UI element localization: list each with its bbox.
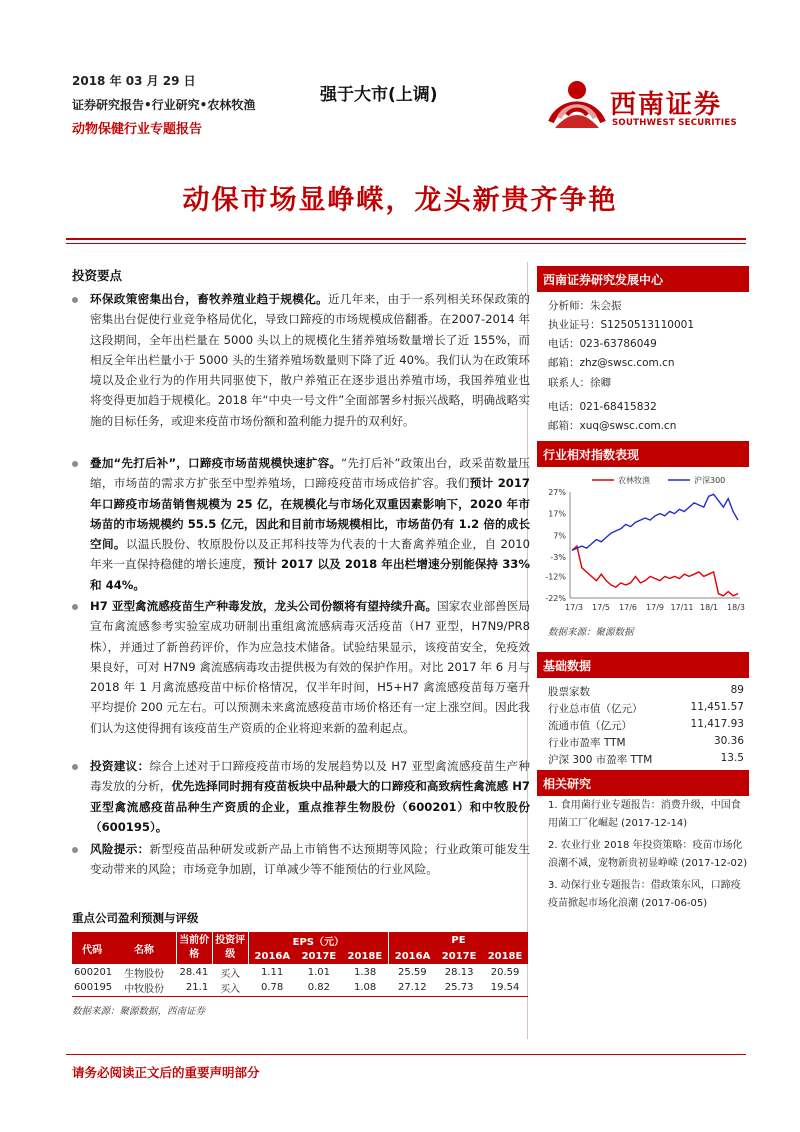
y-tick-label: 7% — [553, 531, 566, 541]
footer-divider — [66, 1054, 746, 1055]
forecast-table — [72, 932, 528, 997]
legend-label: 沪深300 — [694, 476, 726, 485]
cell-code: 600201 — [74, 966, 113, 978]
x-tick-label: 17/3 — [565, 603, 583, 612]
basic-data-row: 行业市盈率 TTM 30.36 — [548, 735, 744, 749]
report-category: 证券研究报告•行业研究•农林牧渔 — [72, 98, 256, 112]
disclaimer-notice[interactable]: 请务必阅读正文后的重要声明部分 — [72, 1065, 260, 1080]
report-type: 动物保健行业专题报告 — [72, 122, 203, 137]
basic-data-row: 沪深 300 市盈率 TTM 13.5 — [548, 752, 744, 766]
x-tick-label: 17/5 — [592, 603, 610, 612]
cell-value: 1.01 — [307, 966, 331, 978]
cell-value: 27.12 — [397, 982, 427, 994]
cell-value: 0.82 — [307, 982, 331, 994]
y-tick-label: -12% — [545, 572, 566, 582]
related-report-link[interactable]: 2. 农业行业 2018 年投资策略：疫苗市场化浪潮不减，宠物新贵初显峥嵘 (2017-12-02) — [548, 840, 748, 869]
analyst-license: 执业证号：S1250513110001 — [548, 319, 695, 331]
col-year: 2016A — [248, 948, 296, 964]
cell-value: 1.11 — [260, 966, 284, 978]
basic-data-row: 股票家数 89 — [548, 684, 744, 698]
contact-email[interactable]: 邮箱：xuq@swsc.com.cn — [548, 420, 677, 432]
industry-rating: 强于大市(上调) — [320, 85, 438, 105]
paragraph-risk: 风险提示：新型疫苗品种研发或新产品上市销售不达预期等风险；行业政策可能发生变动带来的风险；市场竞争加剧，订单减少等不能预估的行业风险。 — [90, 842, 530, 877]
cell-rating: 买入 — [220, 984, 241, 996]
col-pe: PE — [388, 932, 528, 948]
report-title: 动保市场显峥嵘，龙头新贵齐争艳 — [182, 185, 618, 216]
bullet-dot — [72, 764, 78, 770]
cell-value: 1.08 — [353, 982, 377, 994]
col-price: 当前价格 — [176, 932, 212, 964]
col-year: 2018E — [482, 948, 528, 964]
cell-value: 1.38 — [353, 966, 377, 978]
y-tick-label: 17% — [548, 509, 566, 519]
bullet-dot — [72, 297, 78, 303]
y-tick-label: -3% — [550, 552, 566, 562]
section-heading: 投资要点 — [72, 268, 123, 283]
cell-price: 28.41 — [179, 966, 209, 978]
table-title: 重点公司盈利预测与评级 — [72, 911, 199, 925]
report-date: 2018 年 03 月 29 日 — [72, 74, 196, 88]
analyst-email[interactable]: 邮箱：zhz@swsc.com.cn — [548, 357, 675, 369]
cell-value: 25.73 — [444, 982, 474, 994]
analyst-name: 分析师：朱会振 — [548, 300, 622, 312]
basic-data-row: 流通市值（亿元） 11,417.93 — [548, 718, 744, 732]
x-tick-label: 17/9 — [646, 603, 664, 612]
col-code: 代码 — [72, 932, 112, 964]
research-center-header: 西南证券研究发展中心 — [537, 266, 749, 292]
title-divider-thin — [66, 243, 746, 244]
col-eps: EPS（元） — [248, 932, 388, 948]
relative-index-chart — [532, 470, 748, 618]
x-tick-label: 17/6 — [619, 603, 637, 612]
bullet-dot — [72, 461, 78, 467]
table-row — [72, 980, 528, 996]
analyst-info — [548, 297, 748, 373]
chart-header: 行业相对指数表现 — [537, 441, 749, 467]
paragraph-fmd-market: 叠加“先打后补”，口蹄疫市场苗规模快速扩容。“先打后补”政策出台，政采苗数量压缩，市场苗的需求方扩张至中型养殖场，口蹄疫疫苗市场成倍扩容。我们预计 2017 年口蹄疫市场苗销售规模为 25 亿，在规模化与市场化双重因素影响下，2020 年市场苗的市场规模约 55.5 亿元，因此和目前市场规模相比，市场苗仍有 1.2 倍的成长空间。以温氏股份、牧原股份以及正邦科技等为代表的十大畜禽养殖企业，自 2010 年来一直保持稳健的增长速度，预计 2017 以及 2018 年出栏增速分别能保持 33%和 44%。 — [90, 456, 531, 592]
cell-value: 20.59 — [490, 966, 520, 978]
cell-price: 21.1 — [185, 982, 209, 994]
analyst-phone: 电话：023-63786049 — [548, 338, 657, 350]
related-research-header: 相关研究 — [537, 770, 749, 796]
related-report-link[interactable]: 1. 食用菌行业专题报告：消费升级，中国食用菌工厂化崛起 (2017-12-14) — [548, 800, 741, 829]
cell-name: 中牧股份 — [124, 984, 165, 996]
cell-value: 28.13 — [444, 966, 474, 978]
x-tick-label: 17/11 — [670, 603, 694, 612]
related-report-link[interactable]: 3. 动保行业专题报告：借政策东风，口蹄疫疫苗掀起市场化浪潮 (2017-06-05) — [548, 880, 741, 909]
series-line — [572, 546, 738, 596]
paragraph-policy: 环保政策密集出台，畜牧养殖业趋于规模化。近几年来，由于一系列相关环保政策的密集出台促使行业竞争格局优化，导致口蹄疫的市场规模成倍翻番。在2007-2014 年这段期间，全年出栏量在 5000 头以上的规模化生猪养殖场数量增长了近 155%，而相反全年出栏量小于 5000 头的生猪养殖场数量则下降了近 40%。我们认为在政策环境以及企业行为的作用共同驱使下，散户养殖正在逐步退出养殖市场，我国养殖业也将变得更加趋于规模化。2018 年“中央一号文件”全面部署乡村振兴战略，明确战略实施的目标任务，或迎来疫苗市场份额和盈利能力提升的双利好。 — [90, 292, 530, 428]
logo-english-name: SOUTHWEST SECURITIES — [612, 118, 737, 128]
contact-name: 联系人：徐卿 — [548, 377, 611, 389]
paragraph-h7-vaccine: H7 亚型禽流感疫苗生产种毒发放，龙头公司份额将有望持续升高。国家农业部兽医局宣布禽流感参考实验室成功研制出重组禽流感病毒灭活疫苗（H7 亚型，H7N9/PR8 株），并通过了新兽药评价，作为应急技术储备。试验结果显示，该疫苗安全，免疫效果良好，可对 H7N9 禽流感病毒攻击提供极为有效的保护作用。对比 2017 年 6 月与 2018 年 1 月禽流感疫苗中标价格情况，仅半年时间，H5+H7 禽流感疫苗每万毫升平均提价 200 元左右。可以预测未来禽流感疫苗市场价格还有一定上涨空间。因此我们认为这使得拥有该疫苗生产资质的企业将迎来新的盈利起点。 — [90, 599, 530, 735]
series-line — [572, 494, 738, 550]
chart-source-note: 数据来源：聚源数据 — [548, 627, 634, 638]
y-tick-label: 27% — [548, 488, 566, 497]
col-name: 名称 — [112, 932, 176, 964]
title-divider — [66, 238, 746, 240]
logo-name: 西南证券 — [610, 90, 723, 120]
col-year: 2017E — [296, 948, 342, 964]
table-source-note: 数据来源：聚源数据，西南证券 — [72, 1006, 206, 1017]
col-year: 2018E — [342, 948, 389, 964]
x-tick-label: 18/3 — [727, 603, 745, 612]
legend-label: 农林牧渔 — [618, 476, 650, 485]
cell-code: 600195 — [74, 982, 113, 994]
cell-value: 0.78 — [260, 982, 284, 994]
company-logo-icon — [545, 66, 609, 130]
bullet-dot — [72, 847, 78, 853]
col-year: 2017E — [436, 948, 482, 964]
contact-info — [548, 374, 748, 436]
cell-value: 19.54 — [490, 982, 520, 994]
x-tick-label: 18/1 — [700, 603, 718, 612]
table-row — [72, 964, 528, 980]
cell-rating: 买入 — [220, 968, 241, 980]
col-rating: 投资评级 — [212, 932, 248, 964]
paragraph-investment-advice: 投资建议：综合上述对于口蹄疫疫苗市场的发展趋势以及 H7 亚型禽流感疫苗生产种毒发放的分析，优先选择同时拥有疫苗板块中品种最大的口蹄疫和高致病性禽流感 H7 亚型禽流感疫苗品种生产资质的企业，重点推荐生物股份（600201）和中牧股份（600195）。 — [90, 759, 530, 834]
y-tick-label: -22% — [545, 594, 566, 603]
col-year: 2016A — [388, 948, 436, 964]
basic-data-row: 行业总市值（亿元） 11,451.57 — [548, 701, 744, 715]
basic-data-header: 基础数据 — [537, 652, 749, 678]
contact-phone: 电话：021-68415832 — [548, 401, 657, 413]
cell-value: 25.59 — [397, 966, 427, 978]
bullet-dot — [72, 604, 78, 610]
cell-name: 生物股份 — [124, 968, 165, 980]
